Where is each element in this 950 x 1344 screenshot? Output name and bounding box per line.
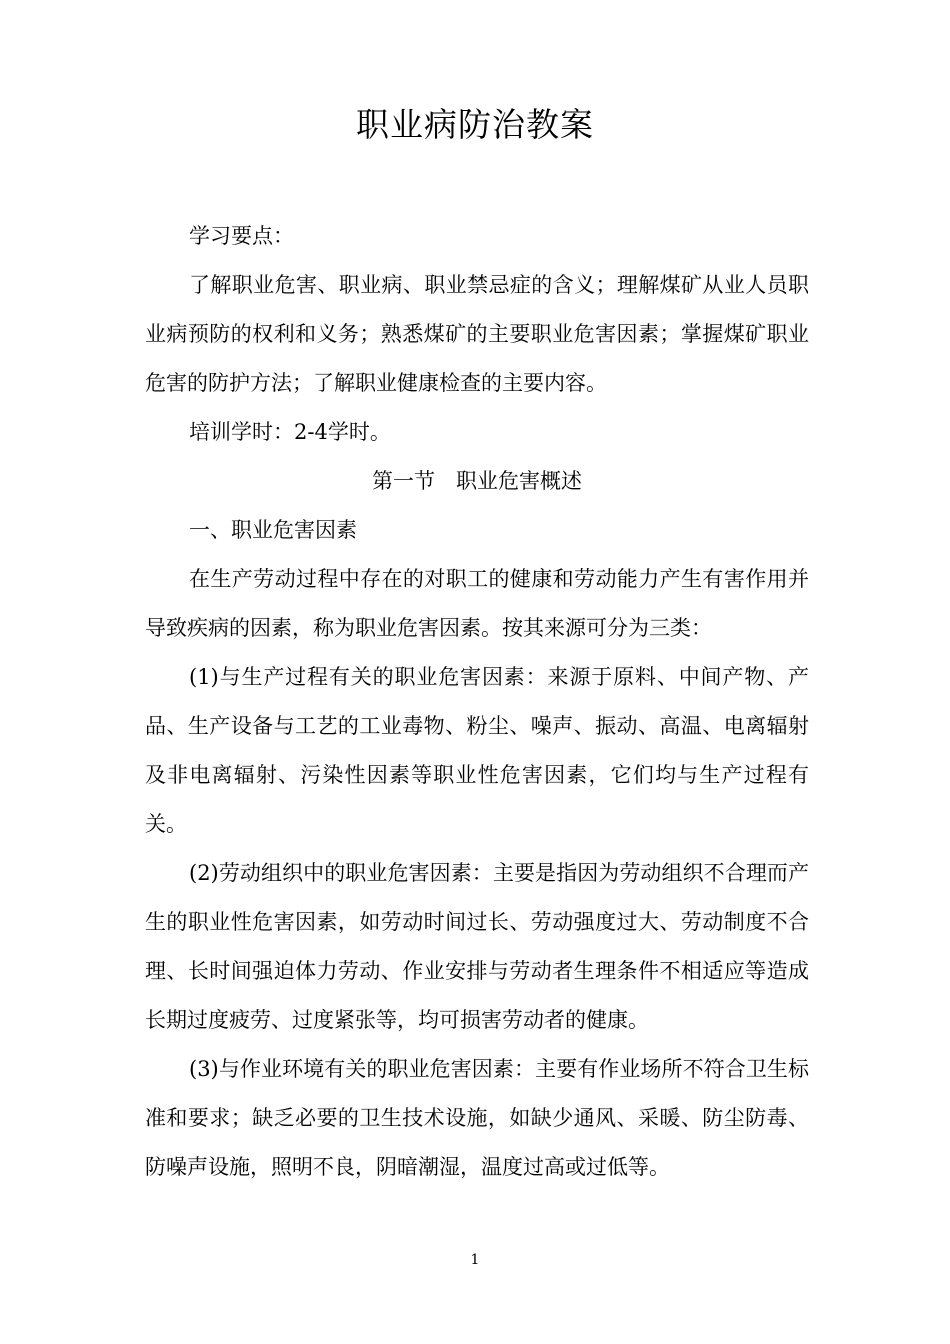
training-hours: 培训学时：2-4学时。 bbox=[189, 420, 391, 444]
study-points-label: 学习要点： bbox=[189, 224, 294, 248]
document-title: 职业病防治教案 bbox=[356, 105, 594, 144]
section-heading: 第一节 职业危害概述 bbox=[372, 469, 582, 493]
paragraph-factor-3: (3)与作业环境有关的职业危害因素：主要有作业场所不符合卫生标准和要求；缺乏必要的卫生技术设施，如缺少通风、采暖、防尘防毒、防噪声设施，照明不良，阴暗潮湿，温度过高或过低等。 bbox=[145, 1057, 809, 1179]
subsection-heading: 一、职业危害因素 bbox=[189, 518, 357, 542]
page-number: 1 bbox=[470, 1252, 480, 1268]
paragraph-factor-2: (2)劳动组织中的职业危害因素：主要是指因为劳动组织不合理而产生的职业性危害因素，如劳动时间过长、劳动强度过大、劳动制度不合理、长时间强迫体力劳动、作业安排与劳动者生理条件不相适应等造成长期过度疲劳、过度紧张等，均可损害劳动者的健康。 bbox=[145, 861, 809, 1032]
document-body bbox=[145, 212, 809, 1192]
paragraph-intro: 在生产劳动过程中存在的对职工的健康和劳动能力产生有害作用并导致疾病的因素，称为职业危害因素。按其来源可分为三类： bbox=[145, 567, 809, 640]
paragraph-factor-1: (1)与生产过程有关的职业危害因素：来源于原料、中间产物、产品、生产设备与工艺的工业毒物、粉尘、噪声、振动、高温、电离辐射及非电离辐射、污染性因素等职业性危害因素，它们均与生产过程有关。 bbox=[145, 665, 809, 836]
study-points-text: 了解职业危害、职业病、职业禁忌症的含义；理解煤矿从业人员职业病预防的权利和义务；熟悉煤矿的主要职业危害因素；掌握煤矿职业危害的防护方法；了解职业健康检查的主要内容。 bbox=[145, 273, 809, 395]
